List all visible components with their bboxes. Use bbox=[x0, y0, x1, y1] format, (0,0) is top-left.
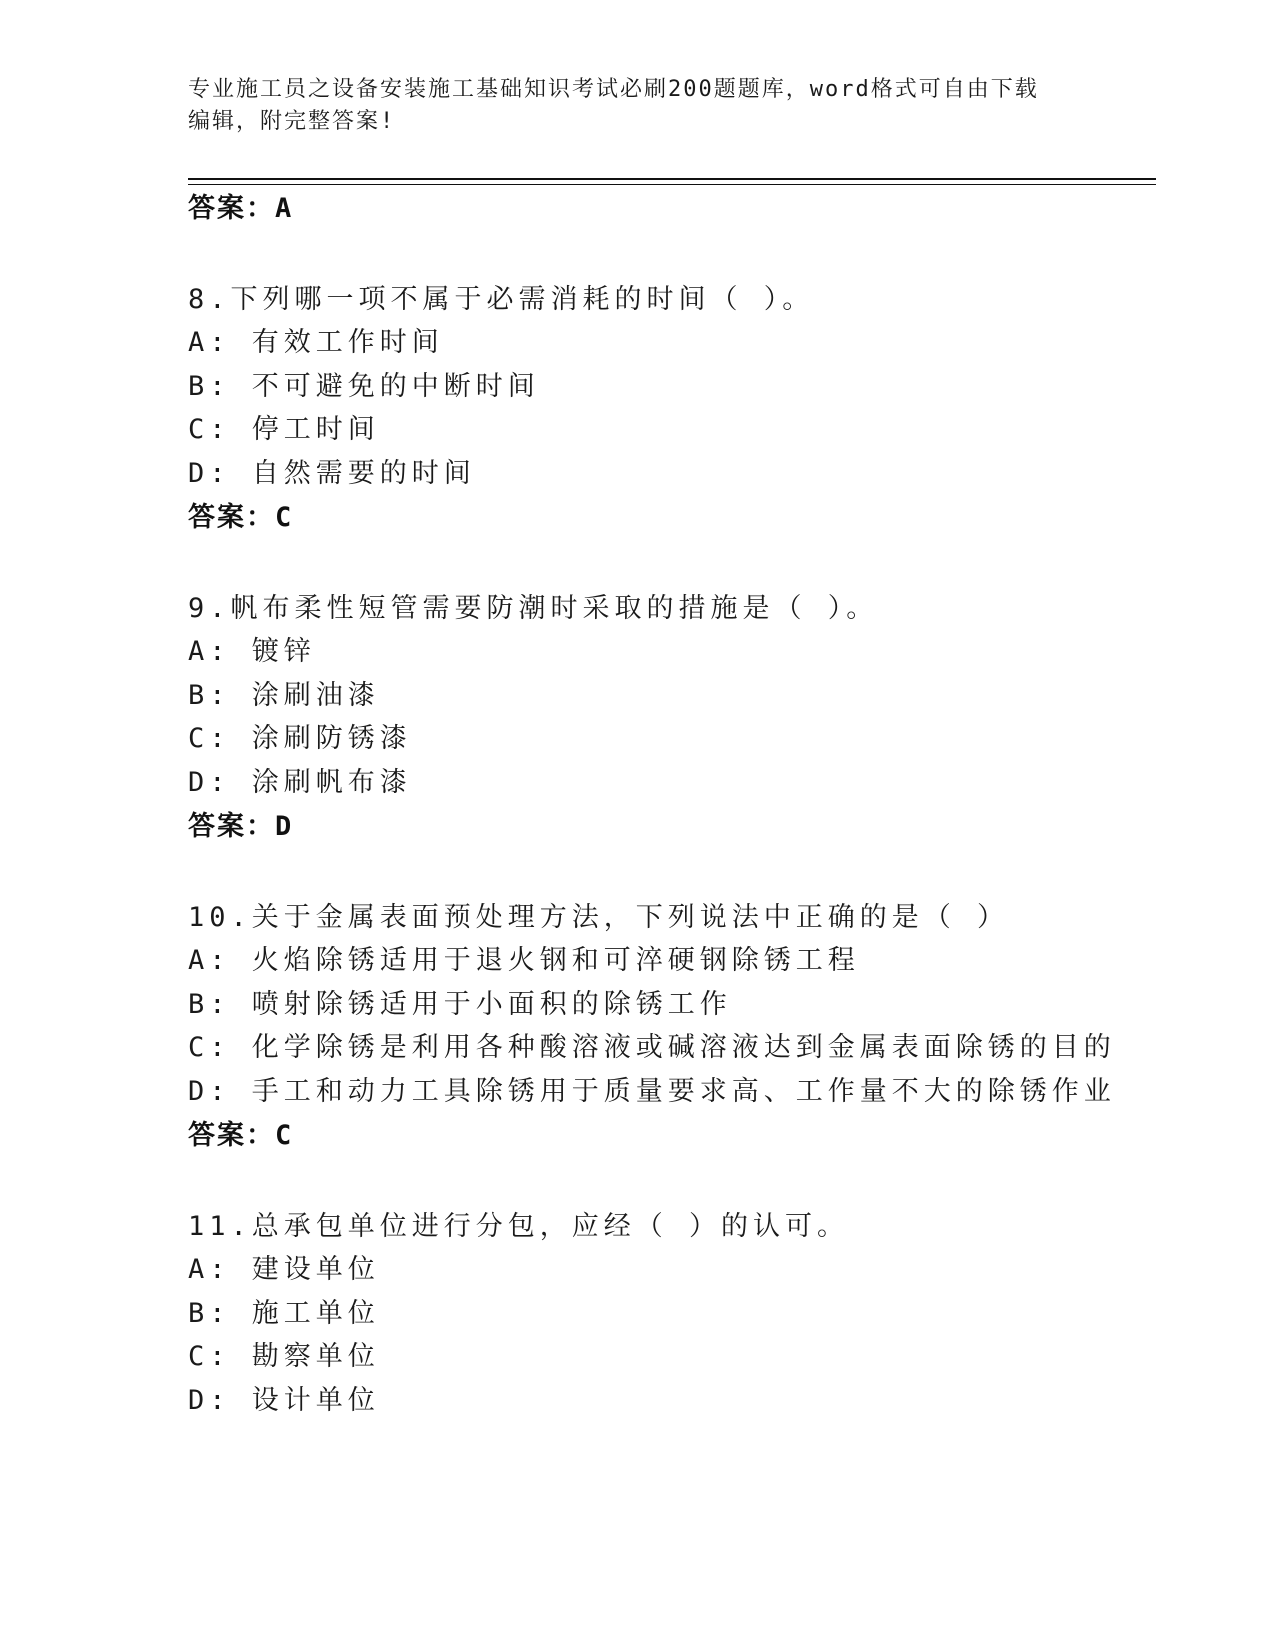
question-10-option-a: A: 火焰除锈适用于退火钢和可淬硬钢除锈工程 bbox=[188, 945, 860, 976]
question-9-stem: 9.帆布柔性短管需要防潮时采取的措施是（ ）。 bbox=[188, 593, 879, 624]
question-9-option-b: B: 涂刷油漆 bbox=[188, 680, 380, 711]
question-9-option-d: D: 涂刷帆布漆 bbox=[188, 767, 412, 798]
question-8-stem: 8.下列哪一项不属于必需消耗的时间（ ）。 bbox=[188, 284, 815, 315]
question-8-option-c: C: 停工时间 bbox=[188, 414, 380, 445]
question-9-option-a: A: 镀锌 bbox=[188, 636, 316, 667]
question-11-option-b: B: 施工单位 bbox=[188, 1298, 380, 1329]
question-10-option-b: B: 喷射除锈适用于小面积的除锈工作 bbox=[188, 989, 732, 1020]
question-8-answer: 答案：C bbox=[188, 502, 294, 533]
header-line-1: 专业施工员之设备安装施工基础知识考试必刷200题题库，word格式可自由下载 bbox=[188, 77, 1039, 102]
question-11-option-c: C: 勘察单位 bbox=[188, 1341, 380, 1372]
question-10-option-c: C: 化学除锈是利用各种酸溶液或碱溶液达到金属表面除锈的目的 bbox=[188, 1032, 1116, 1063]
question-11-option-a: A: 建设单位 bbox=[188, 1254, 380, 1285]
question-8-option-a: A: 有效工作时间 bbox=[188, 327, 444, 358]
question-11-option-d: D: 设计单位 bbox=[188, 1385, 380, 1416]
question-10-stem: 10.关于金属表面预处理方法，下列说法中正确的是（ ） bbox=[188, 902, 1010, 933]
header-divider-thin bbox=[188, 184, 1156, 185]
question-8-option-d: D: 自然需要的时间 bbox=[188, 458, 476, 489]
question-9-option-c: C: 涂刷防锈漆 bbox=[188, 723, 412, 754]
question-8-option-b: B: 不可避免的中断时间 bbox=[188, 371, 540, 402]
answer-prev: 答案：A bbox=[188, 193, 294, 224]
header-divider-thick bbox=[188, 178, 1156, 180]
question-10-option-d: D: 手工和动力工具除锈用于质量要求高、工作量不大的除锈作业 bbox=[188, 1076, 1116, 1107]
header-line-2: 编辑，附完整答案! bbox=[188, 109, 396, 134]
document-header bbox=[188, 74, 1068, 138]
question-9-answer: 答案：D bbox=[188, 811, 294, 842]
question-10-answer: 答案：C bbox=[188, 1120, 294, 1151]
question-11-stem: 11.总承包单位进行分包，应经（ ）的认可。 bbox=[188, 1211, 850, 1242]
